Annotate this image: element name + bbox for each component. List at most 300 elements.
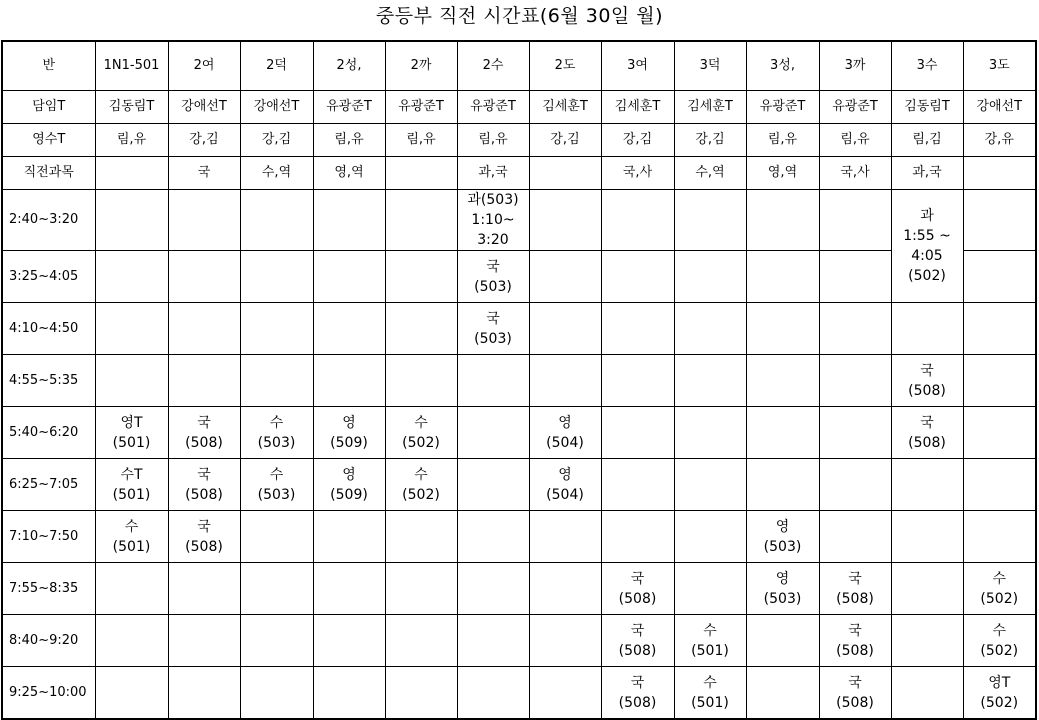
schedule-cell-text: 수 (503) [257, 466, 296, 503]
time-cell [2, 563, 95, 615]
class-header-cell [95, 41, 168, 91]
time-cell [2, 355, 95, 407]
schedule-cell [963, 251, 1036, 303]
schedule-cell [457, 407, 529, 459]
class-header-cell [313, 41, 385, 91]
schedule-cell-text: 영T (501) [112, 414, 151, 451]
subjects-row-cell [963, 157, 1036, 190]
subjects-row-cell [891, 157, 963, 190]
class-header-cell [601, 41, 674, 91]
teacher-row-cell [819, 91, 891, 124]
schedule-cell [168, 407, 240, 459]
time-slot-row [2, 190, 1036, 251]
schedule-cell [313, 459, 385, 511]
subjects-row-cell-text: 영,역 [334, 165, 364, 180]
time-slot-row [2, 615, 1036, 667]
time-slot-row [2, 303, 1036, 355]
schedule-cell [168, 563, 240, 615]
schedule-cell [95, 563, 168, 615]
schedule-cell [240, 615, 313, 667]
schedule-cell-text: 수 (502) [980, 570, 1019, 607]
schedule-cell [457, 615, 529, 667]
time-cell-text: 3:25~4:05 [9, 268, 79, 284]
teacher-row [2, 91, 1036, 124]
subteacher-row-cell-text: 림,유 [840, 132, 870, 147]
schedule-cell [674, 303, 746, 355]
subteacher-row-cell-text: 림,유 [406, 132, 436, 147]
schedule-cell [819, 511, 891, 563]
class-header-cell-text: 1N1-501 [103, 58, 160, 73]
time-cell [2, 303, 95, 355]
schedule-cell [963, 407, 1036, 459]
subteacher-row-cell [529, 124, 601, 157]
schedule-cell [457, 667, 529, 720]
schedule-cell [313, 190, 385, 251]
teacher-row-cell-text: 유광준T [832, 99, 878, 114]
schedule-cell-text: 수 (501) [691, 674, 729, 711]
time-cell [2, 459, 95, 511]
class-header-cell [168, 41, 240, 91]
schedule-cell [529, 251, 601, 303]
schedule-cell [819, 251, 891, 303]
class-header-cell [963, 41, 1036, 91]
schedule-cell-text: 수 (502) [402, 466, 440, 503]
time-cell-text: 4:10~4:50 [9, 320, 79, 336]
subteacher-row-cell [963, 124, 1036, 157]
class-header-cell [240, 41, 313, 91]
schedule-cell [240, 563, 313, 615]
time-slot-row [2, 511, 1036, 563]
schedule-cell [891, 303, 963, 355]
schedule-cell [168, 303, 240, 355]
class-header-cell [891, 41, 963, 91]
subteacher-row-cell-text: 림,유 [478, 132, 508, 147]
schedule-cell [674, 511, 746, 563]
schedule-cell [963, 615, 1036, 667]
schedule-cell [457, 459, 529, 511]
schedule-cell [674, 407, 746, 459]
subteacher-row-cell [240, 124, 313, 157]
schedule-cell-text: 국 (503) [474, 258, 512, 295]
schedule-cell [457, 303, 529, 355]
subteacher-row-cell [457, 124, 529, 157]
time-cell [2, 407, 95, 459]
header-label-cell-text: 반 [42, 58, 56, 73]
time-cell-text: 7:55~8:35 [9, 580, 79, 596]
schedule-cell [95, 303, 168, 355]
schedule-cell [746, 251, 819, 303]
schedule-cell [746, 563, 819, 615]
schedule-cell-text: 영T (502) [980, 674, 1019, 711]
schedule-cell [95, 355, 168, 407]
schedule-cell [313, 615, 385, 667]
subteacher-row-cell-text: 강,김 [622, 132, 653, 147]
class-header-cell-text: 2성, [336, 58, 362, 73]
timetable [1, 40, 1037, 720]
teacher-row-cell [95, 91, 168, 124]
subjects-row-cell-text: 과,국 [912, 165, 942, 180]
schedule-cell-text: 영 (503) [763, 570, 802, 607]
schedule-cell [95, 667, 168, 720]
schedule-cell [674, 355, 746, 407]
schedule-cell [313, 667, 385, 720]
subteacher-row-label [2, 124, 95, 157]
schedule-cell-text: 수 (502) [402, 414, 440, 451]
schedule-cell [385, 355, 457, 407]
schedule-cell-text: 국 (508) [836, 674, 874, 711]
schedule-cell [529, 190, 601, 251]
schedule-cell-text: 영 (509) [330, 414, 368, 451]
schedule-cell [240, 355, 313, 407]
schedule-cell [313, 407, 385, 459]
schedule-cell-text: 국 (508) [908, 362, 946, 399]
teacher-row-cell [168, 91, 240, 124]
time-cell [2, 667, 95, 720]
teacher-row-label [2, 91, 95, 124]
subteacher-row-cell [601, 124, 674, 157]
schedule-cell [674, 615, 746, 667]
schedule-cell [457, 190, 529, 251]
schedule-cell [313, 355, 385, 407]
teacher-row-cell [529, 91, 601, 124]
subteacher-row-cell-text: 림,유 [767, 132, 798, 147]
schedule-cell-text: 수 (501) [691, 622, 729, 659]
subjects-row-cell-text: 수,역 [261, 165, 292, 180]
schedule-cell [168, 511, 240, 563]
schedule-cell [529, 667, 601, 720]
class-header-cell-text: 2여 [193, 58, 215, 73]
schedule-cell [457, 511, 529, 563]
teacher-row-cell [457, 91, 529, 124]
schedule-cell [891, 511, 963, 563]
class-header-cell-text: 3도 [988, 58, 1010, 73]
schedule-cell-text: 과 1:55 ~ 4:05 (502) [903, 208, 951, 284]
time-cell-text: 4:55~5:35 [9, 372, 79, 388]
teacher-row-cell-text: 김세훈T [687, 99, 733, 114]
schedule-cell [313, 251, 385, 303]
schedule-cell [674, 459, 746, 511]
subteacher-row-cell [746, 124, 819, 157]
subjects-row-cell [819, 157, 891, 190]
schedule-cell-text: 국 (508) [908, 414, 946, 451]
time-cell-text: 9:25~10:00 [9, 684, 87, 700]
time-cell-text: 7:10~7:50 [9, 528, 79, 544]
schedule-cell [385, 459, 457, 511]
teacher-row-cell [891, 91, 963, 124]
class-header-cell-text: 2수 [482, 58, 504, 73]
time-slot-row [2, 563, 1036, 615]
time-cell-text: 6:25~7:05 [9, 476, 79, 492]
subteacher-row-cell [819, 124, 891, 157]
subjects-row-cell-text: 국,사 [840, 165, 870, 180]
schedule-cell [95, 459, 168, 511]
subteacher-row-cell-text: 림,김 [912, 132, 942, 147]
schedule-cell [963, 667, 1036, 720]
schedule-cell [819, 407, 891, 459]
time-cell-text: 8:40~9:20 [9, 632, 79, 648]
schedule-cell [529, 355, 601, 407]
class-header-cell-text: 3까 [844, 58, 866, 73]
schedule-cell [529, 563, 601, 615]
schedule-cell [385, 667, 457, 720]
schedule-cell [457, 251, 529, 303]
class-header-cell-text: 3여 [627, 58, 648, 73]
subjects-row-cell [240, 157, 313, 190]
schedule-cell [457, 355, 529, 407]
teacher-row-cell-text: 유광준T [470, 99, 516, 114]
schedule-cell [313, 511, 385, 563]
schedule-cell [240, 667, 313, 720]
schedule-cell [819, 355, 891, 407]
schedule-cell [674, 190, 746, 251]
subteacher-row-cell [95, 124, 168, 157]
schedule-cell-text: 영 (504) [546, 466, 584, 503]
schedule-cell [746, 667, 819, 720]
schedule-cell-text: 국 (508) [836, 622, 874, 659]
schedule-cell-text: 국 (503) [474, 310, 512, 347]
schedule-cell [240, 407, 313, 459]
schedule-cell [601, 251, 674, 303]
class-header-cell-text: 2덕 [266, 58, 287, 73]
subteacher-row [2, 124, 1036, 157]
schedule-cell-text: 수 (502) [980, 622, 1019, 659]
schedule-cell [385, 615, 457, 667]
class-header-cell-text: 3수 [916, 58, 938, 73]
subjects-row-label [2, 157, 95, 190]
teacher-row-cell-text: 강애선T [181, 99, 227, 114]
teacher-row-cell-text: 유광준T [398, 99, 444, 114]
schedule-cell [963, 511, 1036, 563]
schedule-cell [95, 615, 168, 667]
subteacher-row-label-text: 영수T [32, 132, 66, 147]
schedule-cell [168, 459, 240, 511]
schedule-cell [674, 667, 746, 720]
schedule-cell-text: 국 (508) [618, 570, 657, 607]
page-title: 중등부 직전 시간표(6월 30일 월) [375, 5, 664, 27]
schedule-cell [746, 303, 819, 355]
class-header-cell-text: 3덕 [699, 58, 721, 73]
subteacher-row-cell [891, 124, 963, 157]
class-header-cell-text: 2도 [554, 58, 576, 73]
schedule-cell-text: 국 (508) [185, 414, 223, 451]
schedule-cell [891, 190, 963, 303]
schedule-cell [95, 190, 168, 251]
teacher-row-cell [385, 91, 457, 124]
schedule-cell [746, 355, 819, 407]
subjects-row-cell-text: 국 [197, 165, 211, 180]
schedule-cell [819, 190, 891, 251]
subteacher-row-cell-text: 림,유 [334, 132, 364, 147]
teacher-row-label-text: 담임T [32, 99, 66, 114]
schedule-cell [746, 511, 819, 563]
subjects-row-cell [529, 157, 601, 190]
class-header-cell [529, 41, 601, 91]
class-header-cell [457, 41, 529, 91]
schedule-cell [529, 615, 601, 667]
schedule-cell [746, 407, 819, 459]
teacher-row-cell [313, 91, 385, 124]
subteacher-row-cell [385, 124, 457, 157]
time-cell-text: 5:40~6:20 [9, 424, 79, 440]
schedule-cell [674, 251, 746, 303]
time-slot-row [2, 355, 1036, 407]
subjects-row-cell-text: 과,국 [478, 165, 508, 180]
schedule-cell [601, 190, 674, 251]
teacher-row-cell-text: 김동림T [904, 99, 950, 114]
time-cell [2, 251, 95, 303]
time-slot-row [2, 407, 1036, 459]
schedule-cell [746, 190, 819, 251]
subteacher-row-cell-text: 강,유 [984, 132, 1014, 147]
schedule-cell-text: 영 (509) [330, 466, 368, 503]
schedule-cell [601, 303, 674, 355]
schedule-cell-text: 국 (508) [185, 518, 223, 555]
schedule-cell [601, 355, 674, 407]
schedule-cell [819, 303, 891, 355]
subjects-row-cell [674, 157, 746, 190]
subteacher-row-cell-text: 림,유 [116, 132, 147, 147]
subteacher-row-cell [313, 124, 385, 157]
teacher-row-cell [674, 91, 746, 124]
schedule-cell [240, 251, 313, 303]
schedule-cell [601, 511, 674, 563]
schedule-cell [746, 459, 819, 511]
schedule-cell [168, 251, 240, 303]
schedule-cell [529, 511, 601, 563]
subjects-row-cell-text: 국,사 [622, 165, 653, 180]
class-header-cell [385, 41, 457, 91]
schedule-cell [168, 190, 240, 251]
schedule-cell-text: 수T (501) [112, 466, 151, 503]
teacher-row-cell-text: 강애선T [253, 99, 300, 114]
teacher-row-cell-text: 김동림T [108, 99, 155, 114]
schedule-cell [313, 563, 385, 615]
class-header-cell [819, 41, 891, 91]
schedule-cell [385, 190, 457, 251]
schedule-cell [240, 190, 313, 251]
schedule-cell-text: 영 (504) [546, 414, 584, 451]
teacher-row-cell-text: 김세훈T [542, 99, 588, 114]
class-header-cell-text: 2까 [410, 58, 432, 73]
schedule-cell [819, 459, 891, 511]
time-cell-text: 2:40~3:20 [9, 212, 79, 227]
teacher-row-cell-text: 김세훈T [614, 99, 661, 114]
subteacher-row-cell [674, 124, 746, 157]
schedule-cell [674, 563, 746, 615]
schedule-cell-text: 수 (501) [112, 518, 151, 555]
subjects-row-cell-text: 영,역 [767, 165, 798, 180]
schedule-cell [891, 355, 963, 407]
schedule-cell [385, 251, 457, 303]
time-slot-row [2, 667, 1036, 720]
class-header-cell [746, 41, 819, 91]
time-cell [2, 615, 95, 667]
schedule-cell [601, 615, 674, 667]
schedule-cell [95, 407, 168, 459]
schedule-cell [168, 615, 240, 667]
schedule-cell [385, 563, 457, 615]
schedule-cell [529, 459, 601, 511]
schedule-cell [819, 563, 891, 615]
schedule-cell [601, 667, 674, 720]
teacher-row-cell [746, 91, 819, 124]
subteacher-row-cell [168, 124, 240, 157]
time-slot-row [2, 251, 1036, 303]
schedule-cell-text: 수 (503) [257, 414, 296, 451]
schedule-cell [963, 303, 1036, 355]
schedule-cell [457, 563, 529, 615]
teacher-row-cell [601, 91, 674, 124]
class-header-cell [674, 41, 746, 91]
subjects-row-cell [168, 157, 240, 190]
subteacher-row-cell-text: 강,김 [189, 132, 219, 147]
schedule-cell [963, 459, 1036, 511]
schedule-cell [963, 355, 1036, 407]
schedule-cell [891, 615, 963, 667]
schedule-cell-text: 국 (508) [185, 466, 223, 503]
schedule-cell-text: 과(503) 1:10~ 3:20 [467, 192, 519, 248]
schedule-cell [313, 303, 385, 355]
subjects-row-cell-text: 수,역 [695, 165, 725, 180]
schedule-cell [240, 459, 313, 511]
header-label-cell [2, 41, 95, 91]
schedule-cell [891, 563, 963, 615]
subjects-row-label-text: 직전과목 [23, 165, 74, 180]
schedule-cell-text: 영 (503) [763, 518, 802, 555]
schedule-cell [385, 303, 457, 355]
schedule-cell [891, 667, 963, 720]
schedule-cell-text: 국 (508) [836, 570, 874, 607]
header-row [2, 41, 1036, 91]
schedule-cell [963, 563, 1036, 615]
subjects-row-cell [385, 157, 457, 190]
schedule-cell-text: 국 (508) [618, 674, 657, 711]
subjects-row-cell [457, 157, 529, 190]
schedule-cell [385, 511, 457, 563]
teacher-row-cell [240, 91, 313, 124]
schedule-cell-text: 국 (508) [618, 622, 657, 659]
schedule-cell [168, 667, 240, 720]
time-slot-row [2, 459, 1036, 511]
schedule-cell [601, 459, 674, 511]
time-cell [2, 511, 95, 563]
time-cell [2, 190, 95, 251]
subteacher-row-cell-text: 강,김 [261, 132, 292, 147]
subjects-row [2, 157, 1036, 190]
schedule-cell [891, 459, 963, 511]
schedule-cell [385, 407, 457, 459]
schedule-cell [601, 563, 674, 615]
subjects-row-cell [746, 157, 819, 190]
schedule-cell [168, 355, 240, 407]
schedule-cell [819, 667, 891, 720]
class-header-cell-text: 3성, [770, 58, 795, 73]
teacher-row-cell-text: 유광준T [326, 99, 372, 114]
teacher-row-cell-text: 강애선T [976, 99, 1023, 114]
schedule-cell [891, 407, 963, 459]
subteacher-row-cell-text: 강,김 [695, 132, 725, 147]
subjects-row-cell [95, 157, 168, 190]
schedule-cell [529, 407, 601, 459]
subteacher-row-cell-text: 강,김 [550, 132, 580, 147]
schedule-cell [240, 511, 313, 563]
schedule-cell [601, 407, 674, 459]
schedule-cell [240, 303, 313, 355]
schedule-cell [529, 303, 601, 355]
subjects-row-cell [313, 157, 385, 190]
schedule-cell [95, 511, 168, 563]
schedule-cell [746, 615, 819, 667]
